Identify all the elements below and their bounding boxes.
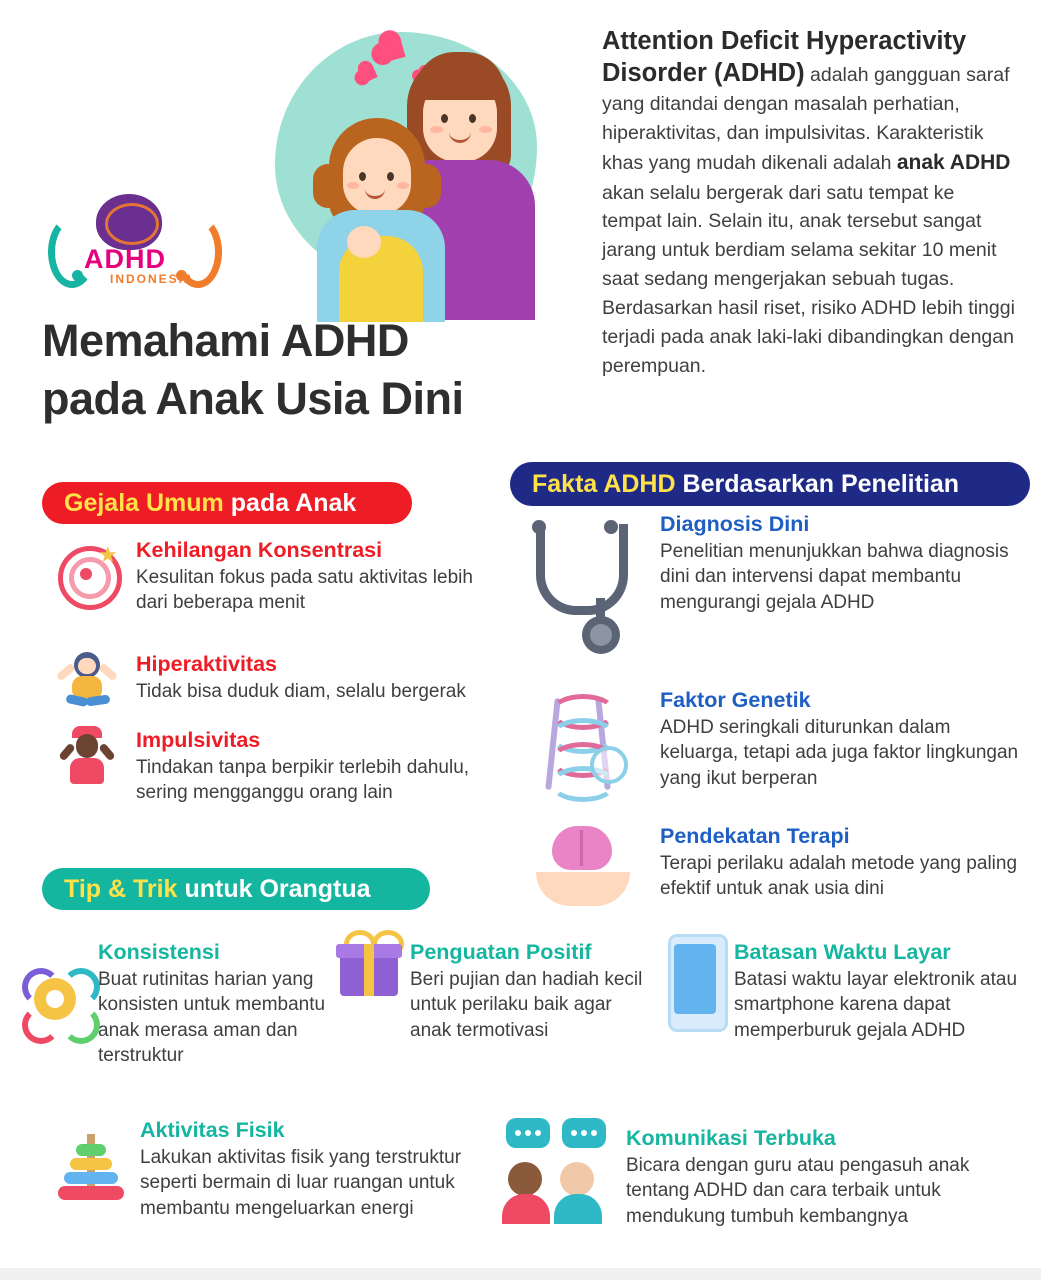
tip-item [734,940,1024,1043]
symptoms-section-pill [42,482,412,524]
facts-section-pill [510,462,1030,506]
tip-title: Penguatan Positif [410,940,592,964]
tip-title: Batasan Waktu Layar [734,940,951,964]
mother-eye-left [441,114,448,123]
logo-wordmark: ADHD [84,244,166,274]
child-face [343,138,411,214]
intro-lead: Attention Deficit Hyperactivity Disorder (ADHD) [602,27,967,87]
stacking-rings-toy-icon [56,1130,126,1210]
cycle-arrows-icon [18,962,92,1036]
footer-strip [0,1268,1041,1280]
fact-title: Diagnosis Dini [660,512,810,536]
tip-body: Lakukan aktivitas fisik yang terstruktur seperti bermain di luar ruangan untuk membantu mengeluarkan energi [140,1147,462,1219]
header-section [0,0,1041,455]
intro-rest: adalah gangguan saraf yang ditandai dengan masalah perhatian, hiperaktivitas, dan impulsivitas. Karakteristik khas yang mudah dikenali adalah [602,63,1010,175]
tips-pill-highlight: Tip & Trik [64,874,178,903]
mother-blush-left [430,126,443,133]
fact-item [660,688,1022,791]
symptom-item [136,728,506,806]
target-icon: ★ [56,542,120,606]
tip-item [140,1118,470,1221]
fact-title: Faktor Genetik [660,688,811,712]
symptoms-pill-rest: pada Anak [230,488,357,517]
brain-icon [96,194,162,250]
fact-body: ADHD seringkali diturunkan dalam keluarga, tetapi ada juga faktor lingkungan yang ikut berperan [660,717,1019,789]
fact-body: Terapi perilaku adalah metode yang paling efektif untuk anak usia dini [660,853,1018,900]
brain-in-hand-icon [530,826,638,918]
child-eye-left [359,172,366,181]
child-blush-left [347,182,359,189]
symptom-body: Tindakan tanpa berpikir terlebih dahulu, sering mengganggu orang lain [136,757,470,804]
child-blush-right [397,182,409,189]
adhd-indonesia-logo [44,192,216,304]
tips-section-pill [42,868,430,910]
intro-paragraph [602,26,1016,381]
mother-hand [347,226,381,258]
tips-pill-rest: untuk Orangtua [184,874,371,903]
intro-tail: akan selalu bergerak dari satu tempat ke tempat lain. Selain itu, anak tersebut sangat jarang untuk berdiam selama sekitar 10 menit saat sedang mengerjakan sebuah tugas. Berdasarkan hasil riset, risiko ADHD lebih tinggi terjadi pada anak laki-laki dibandingkan dengan perempuan. [602,181,1015,377]
tip-body: Batasi waktu layar elektronik atau smartphone karena dapat memperburuk gejala ADHD [734,969,1018,1041]
tip-item [98,940,334,1068]
facts-pill-rest: Berdasarkan Penelitian [682,469,960,498]
symptom-title: Kehilangan Konsentrasi [136,538,383,562]
logo-dot-left-icon [72,270,83,281]
page-title-line-2: pada Anak Usia Dini [42,372,464,424]
tip-item [410,940,646,1043]
tip-item [626,1126,1026,1229]
logo-subtitle: INDONESIA [110,272,195,286]
stethoscope-icon [520,520,644,650]
symptom-title: Impulsivitas [136,728,261,752]
child-jumping-icon [56,648,120,710]
tip-body: Buat rutinitas harian yang konsisten untuk membantu anak merasa aman dan terstruktur [98,969,326,1066]
mother-and-child-illustration [255,14,555,314]
fact-item [660,512,1022,615]
child-raising-hands-icon [56,726,120,790]
symptom-body: Tidak bisa duduk diam, selalu bergerak [136,681,466,702]
facts-pill-highlight: Fakta ADHD [532,469,676,498]
symptom-item [136,538,506,616]
tip-body: Bicara dengan guru atau pengasuh anak tentang ADHD dan cara terbaik untuk mendukung tumbuh kembangnya [626,1155,970,1227]
symptoms-pill-highlight: Gejala Umum [64,488,224,517]
fact-title: Pendekatan Terapi [660,824,850,848]
mother-blush-right [479,126,492,133]
symptom-title: Hiperaktivitas [136,652,278,676]
tip-title: Konsistensi [98,940,220,964]
tip-body: Beri pujian dan hadiah kecil untuk perilaku baik agar anak termotivasi [410,969,643,1041]
mother-eye-right [469,114,476,123]
symptom-item [136,652,506,704]
intro-strong: anak ADHD [896,151,1011,175]
speech-bubbles-people-icon [506,1118,616,1224]
page-title [42,312,582,427]
tip-title: Komunikasi Terbuka [626,1126,836,1150]
dna-icon [528,690,638,800]
symptom-body: Kesulitan fokus pada satu aktivitas lebih dari beberapa menit [136,567,473,614]
fact-body: Penelitian menunjukkan bahwa diagnosis dini dan intervensi dapat membantu mengurangi gejala ADHD [660,541,1009,613]
child-eye-right [387,172,394,181]
page-title-line-1: Memahami ADHD [42,315,409,366]
fact-item [660,824,1022,902]
smartphone-icon [668,934,724,1028]
gift-icon [336,930,404,1000]
tip-title: Aktivitas Fisik [140,1118,285,1142]
